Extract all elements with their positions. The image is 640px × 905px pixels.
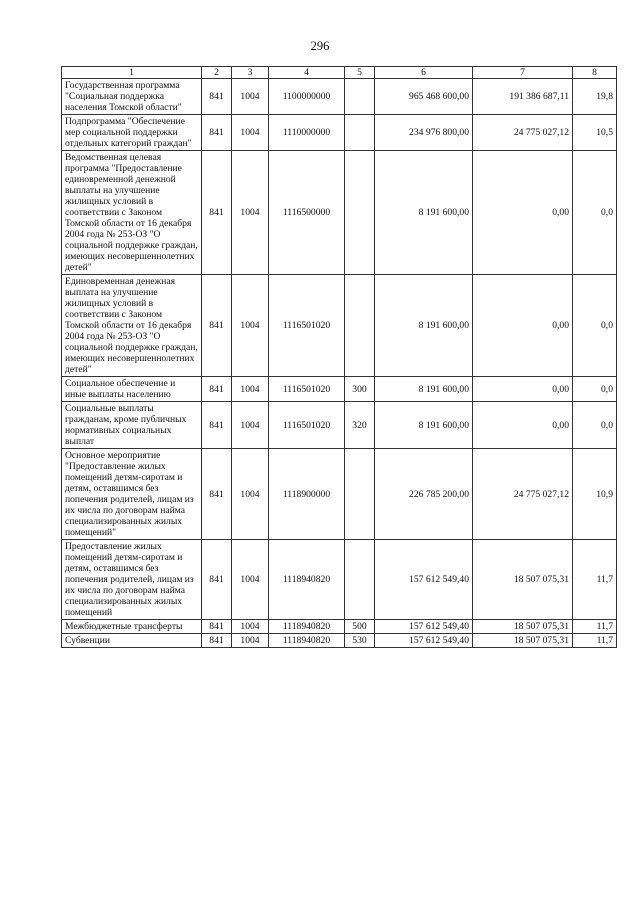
row-name: Социальные выплаты гражданам, кроме публичных нормативных социальных выплат: [62, 402, 202, 449]
planned-amount: 226 785 200,00: [375, 449, 473, 540]
planned-amount: 965 468 600,00: [375, 79, 473, 115]
table-row: [62, 79, 617, 115]
ministry-code: 841: [202, 79, 232, 115]
execution-percent: 0,0: [573, 377, 617, 402]
planned-amount: 234 976 800,00: [375, 115, 473, 151]
table-row: [62, 620, 617, 634]
planned-amount: 157 612 549,40: [375, 540, 473, 620]
planned-amount: 8 191 600,00: [375, 275, 473, 377]
page-number: 296: [310, 39, 330, 53]
expense-type-code: [345, 79, 375, 115]
executed-amount: 18 507 075,31: [473, 620, 573, 634]
row-name: Государственная программа "Социальная поддержка населения Томской области": [62, 79, 202, 115]
section-code: 1004: [232, 634, 269, 648]
execution-percent: 10,5: [573, 115, 617, 151]
header-cell: 1: [62, 67, 202, 79]
planned-amount: 157 612 549,40: [375, 620, 473, 634]
row-name: Подпрограмма "Обеспечение мер социальной поддержки отдельных категорий граждан": [62, 115, 202, 151]
expense-type-code: 530: [345, 634, 375, 648]
ministry-code: 841: [202, 620, 232, 634]
execution-percent: 0,0: [573, 275, 617, 377]
target-article-code: 1116501020: [269, 402, 345, 449]
table-row: [62, 634, 617, 648]
expense-type-code: [345, 275, 375, 377]
ministry-code: 841: [202, 377, 232, 402]
header-cell: 4: [269, 67, 345, 79]
table-row: [62, 540, 617, 620]
row-name: Предоставление жилых помещений детям-сиротам и детям, оставшимся без попечения родителей, лицам из их числа по договорам найма специализированных жилых помещений: [62, 540, 202, 620]
table-row: [62, 115, 617, 151]
ministry-code: 841: [202, 151, 232, 275]
executed-amount: 18 507 075,31: [473, 634, 573, 648]
row-name: Социальное обеспечение и иные выплаты населению: [62, 377, 202, 402]
target-article-code: 1116501020: [269, 275, 345, 377]
expense-type-code: 500: [345, 620, 375, 634]
section-code: 1004: [232, 275, 269, 377]
expense-type-code: [345, 115, 375, 151]
ministry-code: 841: [202, 449, 232, 540]
ministry-code: 841: [202, 275, 232, 377]
target-article-code: 1118940820: [269, 540, 345, 620]
target-article-code: 1116501020: [269, 377, 345, 402]
expense-type-code: [345, 540, 375, 620]
expense-type-code: [345, 151, 375, 275]
target-article-code: 1116500000: [269, 151, 345, 275]
header-cell: 5: [345, 67, 375, 79]
ministry-code: 841: [202, 540, 232, 620]
row-name: Ведомственная целевая программа "Предоставление единовременной денежной выплаты на улучшение жилищных условий в соответствии с Законом Томской области от 16 декабря 2004 года № 253-ОЗ "О социальной поддержке граждан, имеющих несовершеннолетних детей": [62, 151, 202, 275]
expense-type-code: [345, 449, 375, 540]
expense-type-code: 320: [345, 402, 375, 449]
header-cell: 6: [375, 67, 473, 79]
execution-percent: 11,7: [573, 634, 617, 648]
section-code: 1004: [232, 79, 269, 115]
section-code: 1004: [232, 540, 269, 620]
row-name: Единовременная денежная выплата на улучшение жилищных условий в соответствии с Законом Томской области от 16 декабря 2004 года № 253-ОЗ "О социальной поддержке граждан, имеющих несовершеннолетних детей": [62, 275, 202, 377]
execution-percent: 11,7: [573, 540, 617, 620]
executed-amount: 0,00: [473, 151, 573, 275]
ministry-code: 841: [202, 115, 232, 151]
execution-percent: 0,0: [573, 151, 617, 275]
section-code: 1004: [232, 402, 269, 449]
planned-amount: 157 612 549,40: [375, 634, 473, 648]
executed-amount: 0,00: [473, 275, 573, 377]
executed-amount: 18 507 075,31: [473, 540, 573, 620]
header-cell: 2: [202, 67, 232, 79]
ministry-code: 841: [202, 402, 232, 449]
header-cell: 8: [573, 67, 617, 79]
ministry-code: 841: [202, 634, 232, 648]
row-name: Основное мероприятие "Предоставление жилых помещений детям-сиротам и детям, оставшимся без попечения родителей, лицам из их числа по договорам найма специализированных жилых помещений": [62, 449, 202, 540]
table-header-row: [62, 67, 617, 79]
section-code: 1004: [232, 449, 269, 540]
target-article-code: 1110000000: [269, 115, 345, 151]
execution-percent: 10,9: [573, 449, 617, 540]
table-row: [62, 402, 617, 449]
header-cell: 7: [473, 67, 573, 79]
target-article-code: 1118940820: [269, 620, 345, 634]
section-code: 1004: [232, 377, 269, 402]
executed-amount: 24 775 027,12: [473, 115, 573, 151]
table-row: [62, 449, 617, 540]
executed-amount: 0,00: [473, 377, 573, 402]
table-row: [62, 275, 617, 377]
section-code: 1004: [232, 115, 269, 151]
table-row: [62, 151, 617, 275]
section-code: 1004: [232, 620, 269, 634]
execution-percent: 11,7: [573, 620, 617, 634]
expense-type-code: 300: [345, 377, 375, 402]
executed-amount: 191 386 687,11: [473, 79, 573, 115]
planned-amount: 8 191 600,00: [375, 151, 473, 275]
target-article-code: 1118900000: [269, 449, 345, 540]
section-code: 1004: [232, 151, 269, 275]
execution-percent: 0,0: [573, 402, 617, 449]
planned-amount: 8 191 600,00: [375, 377, 473, 402]
executed-amount: 24 775 027,12: [473, 449, 573, 540]
row-name: Субвенции: [62, 634, 202, 648]
header-cell: 3: [232, 67, 269, 79]
execution-percent: 19,8: [573, 79, 617, 115]
budget-table: [61, 66, 617, 648]
target-article-code: 1118940820: [269, 634, 345, 648]
planned-amount: 8 191 600,00: [375, 402, 473, 449]
row-name: Межбюджетные трансферты: [62, 620, 202, 634]
executed-amount: 0,00: [473, 402, 573, 449]
target-article-code: 1100000000: [269, 79, 345, 115]
table-row: [62, 377, 617, 402]
